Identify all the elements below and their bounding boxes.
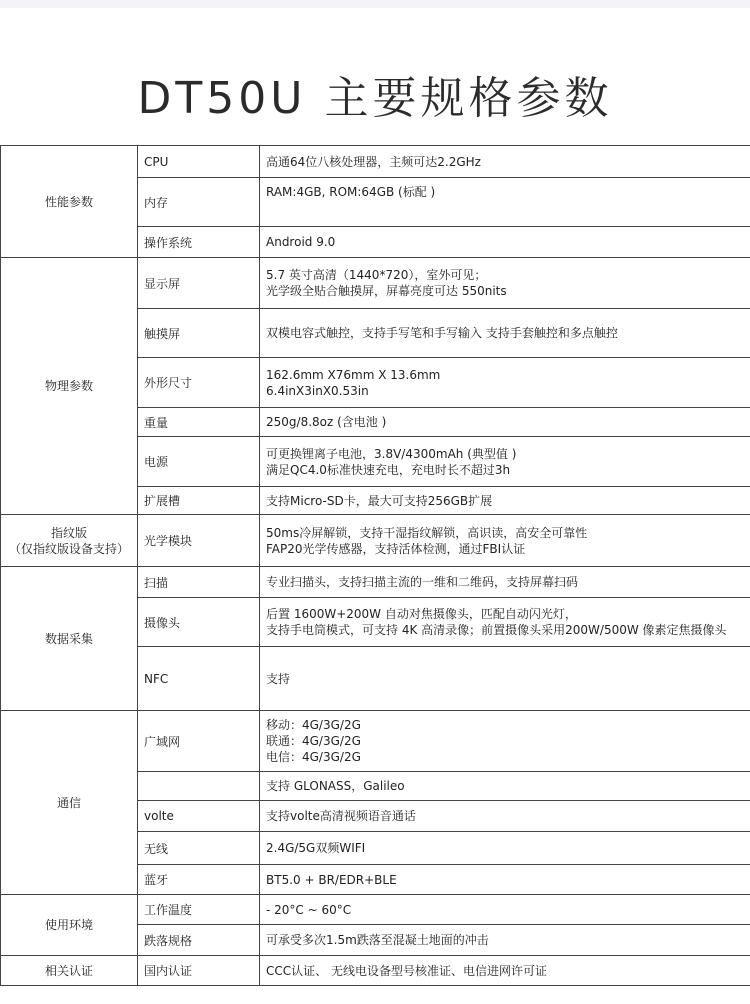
spec-cell: RAM:4GB, ROM:64GB (标配 ) (260, 178, 750, 227)
item-cell: volte (138, 801, 260, 832)
spec-cell: 后置 1600W+200W 自动对焦摄像头，匹配自动闪光灯， 支持手电筒模式，可支持 4K 高清录像；前置摄像头采用200W/500W 像素定焦摄像头 (260, 598, 750, 647)
table-row (1, 258, 750, 309)
item-cell: 蓝牙 (138, 865, 260, 895)
top-band (0, 0, 750, 8)
item-cell: 工作温度 (138, 895, 260, 925)
item-cell: 外形尺寸 (138, 358, 260, 408)
table-row (1, 711, 750, 772)
category-cell: 数据采集 (1, 567, 138, 711)
spec-cell: 支持 GLONASS，Galileo (260, 772, 750, 801)
item-cell: 光学模块 (138, 515, 260, 567)
item-cell: 摄像头 (138, 598, 260, 647)
table-row (1, 515, 750, 567)
spec-cell: - 20°C ~ 60°C (260, 895, 750, 925)
category-cell: 指纹版 （仅指纹版设备支持） (1, 515, 138, 567)
spec-cell: 2.4G/5G双频WIFI (260, 832, 750, 865)
item-cell: 电源 (138, 437, 260, 487)
spec-cell: 双模电容式触控，支持手写笔和手写输入 支持手套触控和多点触控 (260, 309, 750, 358)
category-cell: 使用环境 (1, 895, 138, 956)
category-cell: 性能参数 (1, 146, 138, 258)
spec-cell: 可更换锂离子电池，3.8V/4300mAh (典型值 ) 满足QC4.0标准快速充电，充电时长不超过3h (260, 437, 750, 487)
item-cell: 内存 (138, 178, 260, 227)
item-cell: 国内认证 (138, 956, 260, 986)
spec-cell: 250g/8.8oz (含电池 ) (260, 408, 750, 437)
category-cell: 通信 (1, 711, 138, 895)
item-cell: 显示屏 (138, 258, 260, 309)
spec-cell: 支持Micro-SD卡，最大可支持256GB扩展 (260, 487, 750, 515)
spec-cell: 50ms冷屏解锁，支持干湿指纹解锁，高识读，高安全可靠性 FAP20光学传感器，支持活体检测，通过FBI认证 (260, 515, 750, 567)
spec-table (0, 145, 750, 986)
item-cell: 无线 (138, 832, 260, 865)
spec-cell: 高通64位八核处理器，主频可达2.2GHz (260, 146, 750, 178)
item-cell: 广域网 (138, 711, 260, 772)
spec-cell: CCC认证、 无线电设备型号核准证、电信进网许可证 (260, 956, 750, 986)
item-cell: 触摸屏 (138, 309, 260, 358)
spec-cell: 支持 (260, 647, 750, 711)
item-cell (138, 772, 260, 801)
spec-cell: 支持volte高清视频语音通话 (260, 801, 750, 832)
table-row (1, 146, 750, 178)
item-cell: CPU (138, 146, 260, 178)
category-cell: 相关认证 (1, 956, 138, 986)
spec-cell: 专业扫描头，支持扫描主流的一维和二维码，支持屏幕扫码 (260, 567, 750, 598)
spec-cell: 移动：4G/3G/2G 联通：4G/3G/2G 电信：4G/3G/2G (260, 711, 750, 772)
spec-cell: 可承受多次1.5m跌落至混凝土地面的冲击 (260, 925, 750, 956)
spec-cell: 5.7 英寸高清（1440*720），室外可见； 光学级全贴合触摸屏，屏幕亮度可达 550nits (260, 258, 750, 309)
page-title: DT50U 主要规格参数 (137, 73, 613, 124)
spec-cell: BT5.0 + BR/EDR+BLE (260, 865, 750, 895)
item-cell: 重量 (138, 408, 260, 437)
spec-cell: Android 9.0 (260, 227, 750, 258)
item-cell: 扫描 (138, 567, 260, 598)
table-row (1, 895, 750, 925)
category-cell: 物理参数 (1, 258, 138, 515)
item-cell: NFC (138, 647, 260, 711)
spec-cell: 162.6mm X76mm X 13.6mm 6.4inX3inX0.53in (260, 358, 750, 408)
table-row (1, 567, 750, 598)
item-cell: 操作系统 (138, 227, 260, 258)
item-cell: 跌落规格 (138, 925, 260, 956)
table-row (1, 956, 750, 986)
item-cell: 扩展槽 (138, 487, 260, 515)
